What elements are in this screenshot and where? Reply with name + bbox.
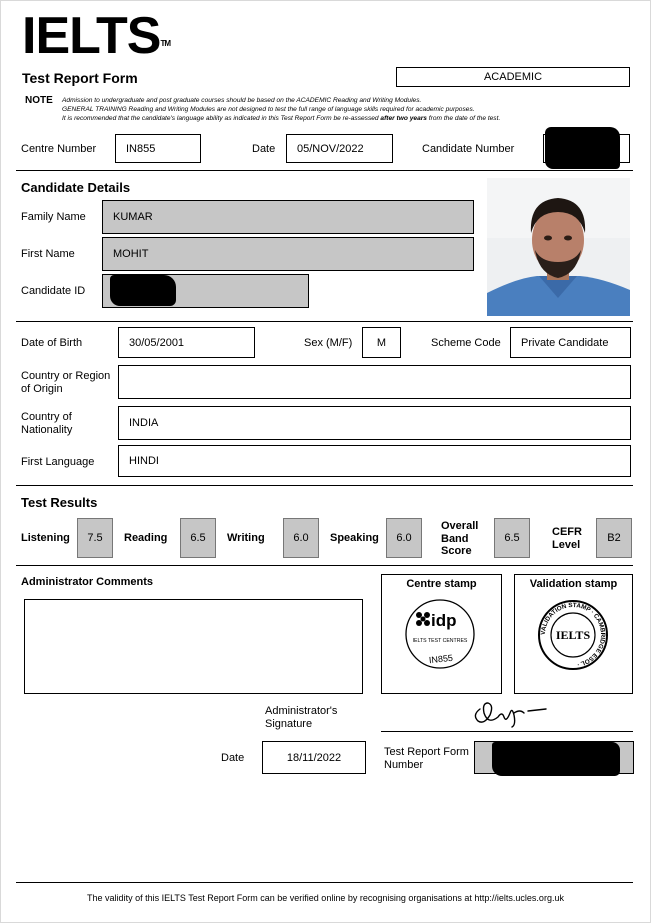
centre-number-field: IN855 <box>115 134 201 163</box>
cefr-label-line-2: Level <box>552 538 581 551</box>
first-name-field: MOHIT <box>102 237 474 271</box>
candidate-id-redaction <box>110 275 176 306</box>
note-line-3 <box>62 114 642 123</box>
footer-divider <box>16 882 633 883</box>
trf-label-line-2: Number <box>384 758 424 771</box>
dob-field: 30/05/2001 <box>118 327 255 358</box>
listening-score: 7.5 <box>77 518 113 558</box>
divider-3 <box>16 485 633 486</box>
sex-field: M <box>362 327 401 358</box>
validation-stamp-seal-icon <box>537 599 609 671</box>
overall-label <box>441 520 478 558</box>
speaking-score: 6.0 <box>386 518 422 558</box>
cefr-label-line-1: CEFR <box>552 526 582 538</box>
divider-4 <box>16 565 633 566</box>
ielts-logo <box>22 8 170 64</box>
note-label: NOTE <box>25 95 53 106</box>
reading-score: 6.5 <box>180 518 216 558</box>
writing-label: Writing <box>227 532 265 544</box>
admin-date-field: 18/11/2022 <box>262 741 366 774</box>
idp-centre-code: IN855 <box>428 652 454 666</box>
first-language-label: First Language <box>21 456 95 468</box>
note-line-3a: It is recommended that the candidate's language ability as indicated in this Test Report Form be re-assessed <box>62 115 381 122</box>
trf-number-redaction <box>492 742 620 776</box>
candidate-number-label: Candidate Number <box>422 143 515 155</box>
footer-text: The validity of this IELTS Test Report Form can be verified online by recognising organisations at http://ielts.ucles.org.uk <box>87 893 564 903</box>
family-name-label: Family Name <box>21 211 86 223</box>
centre-number-label: Centre Number <box>21 143 97 155</box>
note-line-2: GENERAL TRAINING Reading and Writing Modules are not designed to test the full range of language skills required for academic purposes. <box>62 106 475 113</box>
idp-stamp-icon <box>401 598 479 670</box>
candidate-photo <box>487 178 630 316</box>
overall-label-line-3: Score <box>441 545 472 557</box>
trademark: TM <box>160 39 171 48</box>
admin-comments-label: Administrator Comments <box>21 576 154 588</box>
country-region-label-line-2: of Origin <box>21 383 63 395</box>
first-language-field: HINDI <box>118 445 631 477</box>
country-region-label-line-1: Country or Region <box>21 370 111 382</box>
validation-ring-textpath: VALIDATION STAMP · CAMBRIDGE ESOL · <box>539 601 607 668</box>
module-box: ACADEMIC <box>396 67 630 87</box>
divider-2 <box>16 321 633 322</box>
cefr-level: B2 <box>596 518 632 558</box>
scheme-code-field: Private Candidate <box>510 327 631 358</box>
cefr-label <box>552 526 582 551</box>
form-title: Test Report Form <box>22 70 138 86</box>
candidate-id-label: Candidate ID <box>21 285 86 297</box>
nationality-label-line-2: Nationality <box>21 424 73 436</box>
speaking-label: Speaking <box>330 532 379 544</box>
note-text <box>62 96 642 123</box>
trf-label-line-1: Test Report Form <box>384 746 469 758</box>
note-line-1: Admission to undergraduate and post graduate courses should be based on the ACADEMIC Reading and Writing Modules. <box>62 97 422 104</box>
centre-stamp-label: Centre stamp <box>406 578 477 590</box>
test-results-title: Test Results <box>21 495 98 510</box>
overall-label-line-1: Overall <box>441 520 479 532</box>
country-region-field <box>118 365 631 399</box>
dob-label: Date of Birth <box>21 337 83 349</box>
validation-center-text: IELTS <box>555 628 591 642</box>
country-region-label <box>21 370 110 396</box>
administrator-signature <box>468 695 548 729</box>
nationality-label <box>21 411 72 437</box>
idp-logo-text: idp <box>431 611 457 630</box>
logo-text: IELTS <box>22 7 161 65</box>
overall-label-line-2: Band <box>441 532 469 545</box>
reading-label: Reading <box>124 532 168 544</box>
candidate-number-redaction <box>545 127 620 169</box>
divider-1 <box>16 170 633 171</box>
signature-label-line-1: Administrator's <box>265 705 338 717</box>
note-line-3-bold: after two years <box>380 115 427 122</box>
signature-line <box>381 731 633 732</box>
nationality-field: INDIA <box>118 406 631 440</box>
listening-label: Listening <box>21 532 70 544</box>
idp-ring-text: IELTS TEST CENTRES <box>412 638 468 644</box>
candidate-details-title: Candidate Details <box>21 180 131 195</box>
signature-label <box>265 705 337 731</box>
nationality-label-line-1: Country of <box>21 411 72 423</box>
admin-comments-field <box>24 599 363 694</box>
overall-score: 6.5 <box>494 518 530 558</box>
trf-number-label <box>384 746 469 771</box>
test-date-label: Date <box>252 143 276 155</box>
test-date-field: 05/NOV/2022 <box>286 134 393 163</box>
sex-label: Sex (M/F) <box>304 337 353 349</box>
writing-score: 6.0 <box>283 518 319 558</box>
family-name-field: KUMAR <box>102 200 474 234</box>
admin-date-label: Date <box>221 752 245 764</box>
note-line-3c: from the date of the test. <box>426 115 501 122</box>
validation-stamp-label: Validation stamp <box>529 578 618 590</box>
scheme-code-label: Scheme Code <box>431 337 501 349</box>
first-name-label: First Name <box>21 248 75 260</box>
signature-label-line-2: Signature <box>265 718 313 730</box>
